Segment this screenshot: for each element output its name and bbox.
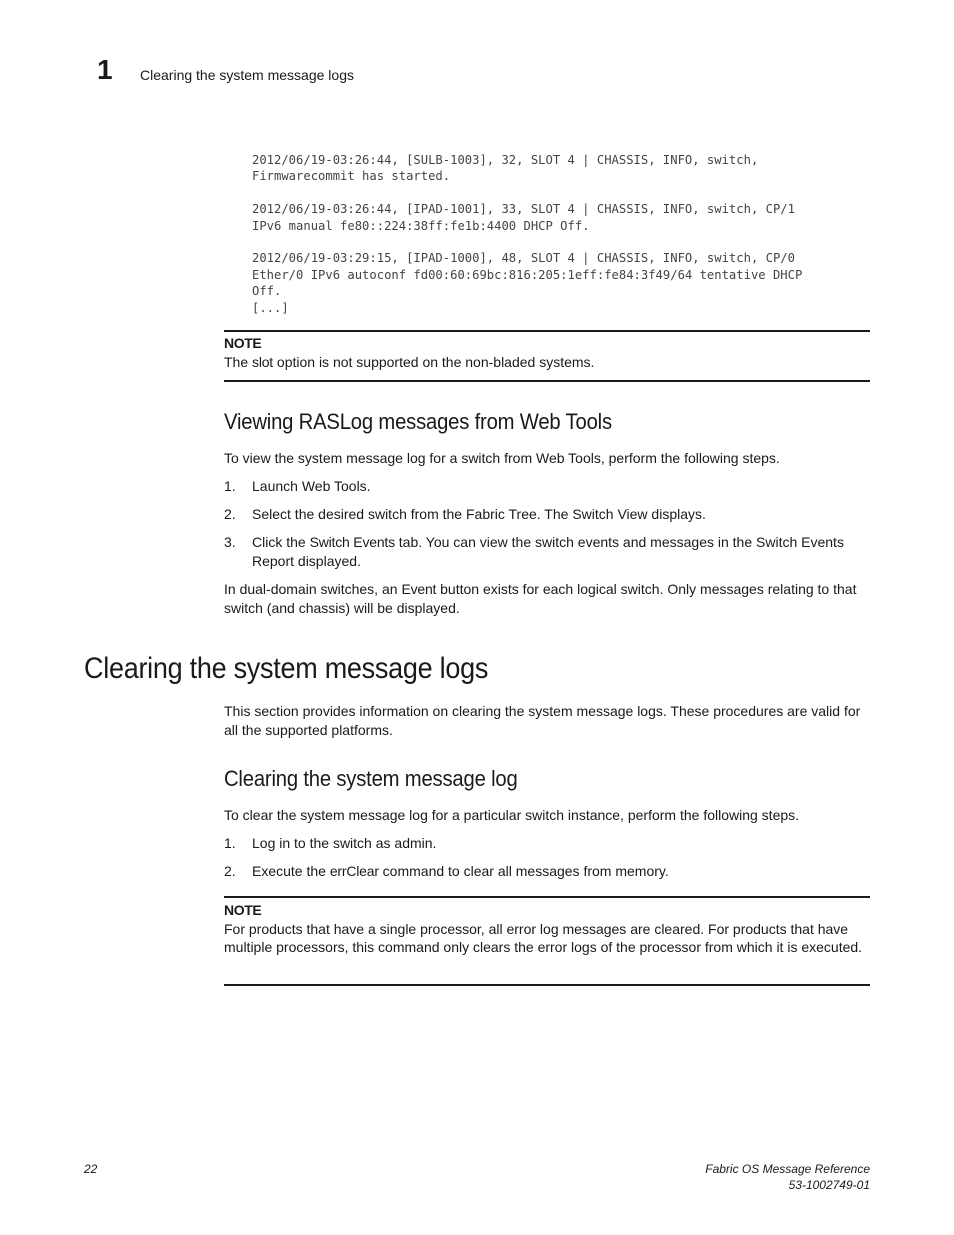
keyword-switch-events: Switch Events xyxy=(309,534,395,550)
page-number: 22 xyxy=(84,1162,98,1176)
section-heading-clearing-logs: Clearing the system message logs xyxy=(84,652,489,685)
note-box xyxy=(224,330,870,382)
clearing-intro: This section provides information on clearing the system message logs. These procedures are valid for all the supported platforms. xyxy=(224,703,861,738)
code-block: 2012/06/19-03:26:44, [SULB-1003], 32, SLOT 4 | CHASSIS, INFO, switch, Firmwarecommit has started. 2012/06/19-03:26:44, [IPAD-1001], 33, SLOT 4 | CHASSIS, INFO, switch, CP/1 IPv6 manual fe80::224:38ff:fe1b:4400 DHCP Off. 2012/06/19-03:29:15, [IPAD-1000], 48, SLOT 4 | CHASSIS, INFO, switch, CP/0 Ether/0 IPv6 autoconf fd00:60:69bc:816:205:1eff:fe84:3f49/64 tentative DHCP Off. [...] xyxy=(252,153,803,315)
keyword-slot: slot xyxy=(252,353,274,370)
note-label: NOTE xyxy=(224,335,262,351)
keyword-event: Event xyxy=(401,581,437,597)
list-item: 3. Click the Switch Events tab. You can view the switch events and messages in the Switch Events Report displayed. xyxy=(224,534,844,569)
clear-log-intro: To clear the system message log for a particular switch instance, perform the following steps. xyxy=(224,807,800,823)
doc-number: 53-1002749-01 xyxy=(788,1177,870,1192)
note-box xyxy=(224,896,870,986)
dual-domain-paragraph: In dual-domain switches, an Event button exists for each logical switch. Only messages relating to that switch (and chassis) will be displayed. xyxy=(224,581,857,616)
running-header: Clearing the system message logs xyxy=(140,67,354,83)
section-heading-clearing-log: Clearing the system message log xyxy=(224,766,518,791)
section-heading-webtools: Viewing RASLog messages from Web Tools xyxy=(224,409,612,434)
list-item: 2. Select the desired switch from the Fabric Tree. The Switch View displays. xyxy=(224,506,706,522)
webtools-intro: To view the system message log for a switch from Web Tools, perform the following steps. xyxy=(224,450,780,466)
note-text: For products that have a single processor, all error log messages are cleared. For products that have multiple processors, this command only clears the error logs of the processor from which it is executed. xyxy=(224,920,863,956)
note-label: NOTE xyxy=(224,902,262,918)
keyword-errclear: errClear xyxy=(329,863,379,879)
doc-title: Fabric OS Message Reference xyxy=(705,1162,870,1176)
note-text: The slot option is not supported on the non-bladed systems. xyxy=(224,353,595,370)
chapter-number: 1 xyxy=(97,54,113,85)
list-item: 1. Log in to the switch as admin. xyxy=(224,835,437,851)
footer-doc-info xyxy=(705,1162,870,1193)
list-item: 1. Launch Web Tools. xyxy=(224,478,371,494)
list-item: 2. Execute the errClear command to clear all messages from memory. xyxy=(224,863,669,879)
